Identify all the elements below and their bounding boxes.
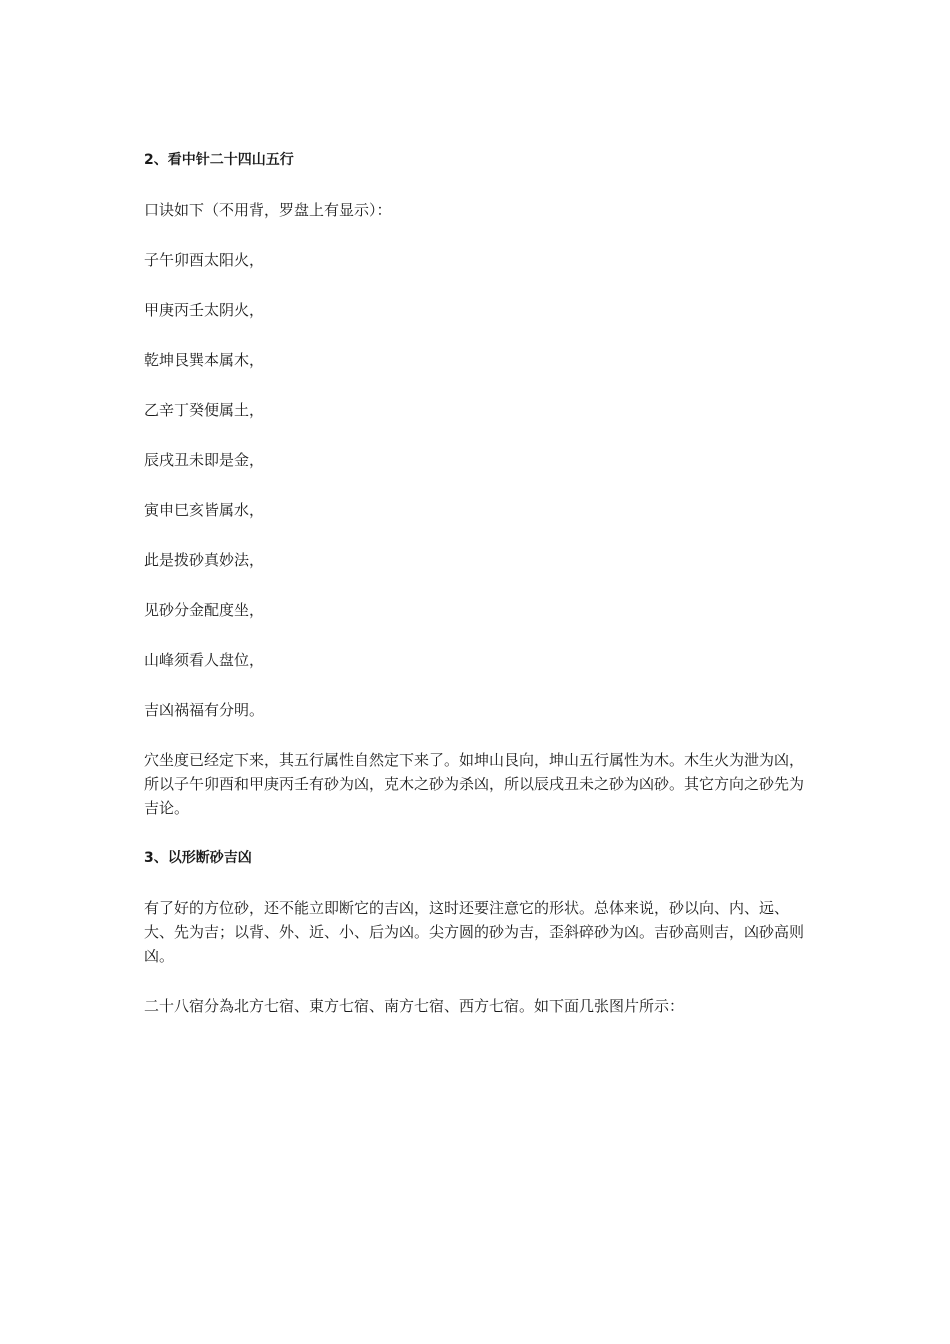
document-body: [144, 148, 816, 1044]
verse-line-5: 辰戌丑未即是金，: [144, 451, 265, 469]
explanation-paragraph: 穴坐度已经定下来，其五行属性自然定下来了。如坤山艮向，坤山五行属性为木。木生火为泄为凶，所以子午卯酉和甲庚丙壬有砂为凶，克木之砂为杀凶，所以辰戌丑未之砂为凶砂。其它方向之砂先为吉论。: [144, 751, 805, 817]
verse-intro: 口诀如下（不用背，罗盘上有显示）：: [144, 201, 392, 219]
verse-line-1: 子午卯酉太阳火，: [144, 251, 265, 269]
verse-line-10: 吉凶祸福有分明。: [144, 701, 265, 719]
constellations-paragraph: 二十八宿分為北方七宿、東方七宿、南方七宿、西方七宿。如下面几张图片所示：: [144, 997, 685, 1015]
verse-line-7: 此是拨砂真妙法，: [144, 551, 265, 569]
verse-line-3: 乾坤艮巽本属木，: [144, 351, 265, 369]
verse-line-2: 甲庚丙壬太阴火，: [144, 301, 265, 319]
verse-line-8: 见砂分金配度坐，: [144, 601, 265, 619]
verse-line-6: 寅申巳亥皆属水，: [144, 501, 265, 519]
shape-judgement-paragraph: 有了好的方位砂，还不能立即断它的吉凶，这时还要注意它的形状。总体来说，砂以向、内、远、大、先为吉；以背、外、近、小、后为凶。尖方圆的砂为吉，歪斜碎砂为凶。吉砂高则吉，凶砂高则凶。: [144, 899, 805, 965]
section-3-heading: 3、以形断砂吉凶: [144, 850, 252, 866]
verse-line-4: 乙辛丁癸便属土，: [144, 401, 265, 419]
section-2-heading: 2、看中针二十四山五行: [144, 152, 294, 168]
verse-line-9: 山峰须看人盘位，: [144, 651, 265, 669]
